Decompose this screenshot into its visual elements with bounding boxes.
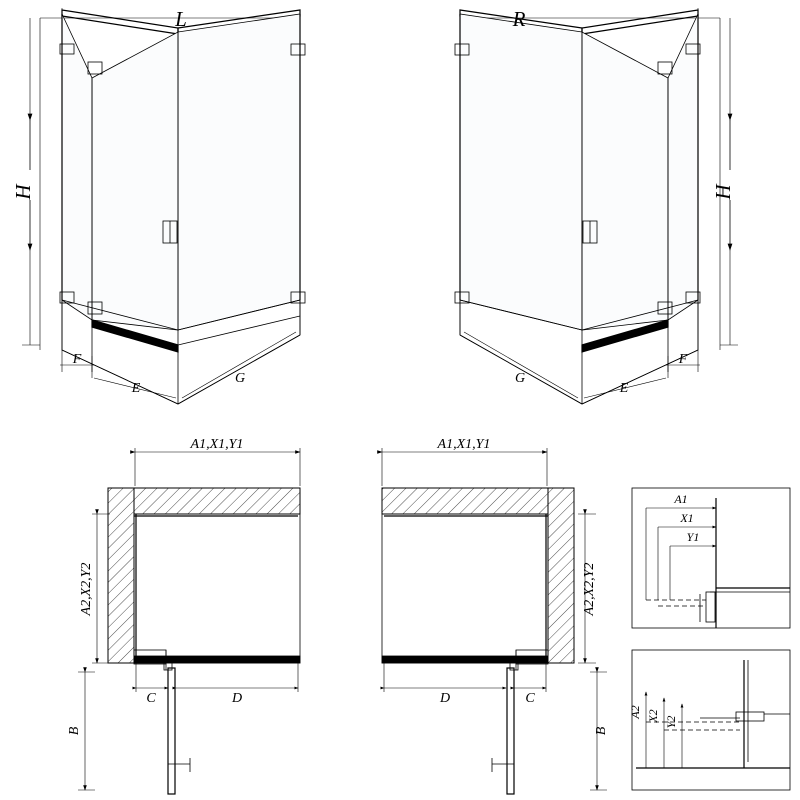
label-d-right: D: [439, 691, 451, 706]
label-b-right: B: [594, 726, 609, 736]
enclosure-plan-right: [382, 514, 548, 663]
plan-left-swing-dim: [67, 672, 95, 790]
wall-top-right: [382, 488, 574, 514]
label-y2-detail: Y2: [664, 715, 678, 729]
label-x1-detail: X1: [680, 511, 694, 525]
detail-top-right: [632, 488, 790, 628]
label-a1x1y1-left: A1,X1,Y1: [190, 437, 244, 452]
wall-left-left: [108, 488, 134, 663]
plan-left-top-dim: [135, 437, 300, 486]
plan-right-top-dim: [382, 437, 547, 486]
label-y1-detail: Y1: [686, 530, 700, 544]
plan-right-swing-dim: [590, 672, 609, 790]
side-glass-right: [460, 14, 582, 330]
wall-top-left: [108, 488, 300, 514]
label-a1-detail: A1: [674, 492, 688, 506]
iso-view-left: [11, 7, 305, 404]
label-d-left: D: [231, 691, 243, 706]
label-e-left: E: [131, 381, 141, 396]
plan-left-side-dim: [79, 514, 110, 663]
door-glass-left: [92, 32, 178, 330]
door-leaf-plan-left: [168, 668, 190, 794]
door-leaf-plan-right: [492, 668, 514, 794]
label-x2-detail: X2: [646, 709, 660, 723]
label-g-left: G: [234, 371, 246, 386]
plan-right-inner-dims: [384, 663, 546, 706]
label-a2x2y2-right: A2,X2,Y2: [582, 562, 597, 616]
label-e-right: E: [619, 381, 629, 396]
label-handing-left: L: [175, 7, 187, 31]
label-f-right: F: [678, 352, 688, 367]
detail-bottom-right: [628, 650, 790, 790]
label-a2x2y2-left: A2,X2,Y2: [79, 562, 94, 616]
front-profile-right: [382, 650, 548, 670]
plan-right-side-dim: [578, 514, 597, 663]
label-c-right: C: [525, 691, 535, 706]
label-a2-detail: A2: [628, 705, 642, 719]
fixed-panel-right: [668, 14, 698, 320]
label-g-right: G: [514, 371, 526, 386]
enclosure-plan-left: [134, 514, 300, 663]
iso-view-right: [455, 8, 738, 404]
wall-right-right: [548, 488, 574, 663]
dimension-h-right: [720, 18, 738, 345]
plan-left-inner-dims: [136, 663, 298, 706]
plan-view-left: [67, 437, 300, 794]
label-handing-right: R: [512, 7, 526, 31]
label-a1x1y1-right: A1,X1,Y1: [437, 437, 491, 452]
label-c-left: C: [146, 691, 156, 706]
label-h-left: H: [11, 184, 35, 200]
fixed-panel-left: [62, 14, 92, 320]
label-h-right: H: [711, 184, 735, 200]
door-glass-right: [582, 32, 668, 330]
label-f-left: F: [72, 352, 82, 367]
plan-view-right: [382, 437, 609, 794]
side-glass-left: [178, 14, 300, 330]
front-profile-left: [134, 650, 300, 670]
label-b-left: B: [67, 726, 82, 736]
dimension-h-left: [11, 18, 40, 345]
